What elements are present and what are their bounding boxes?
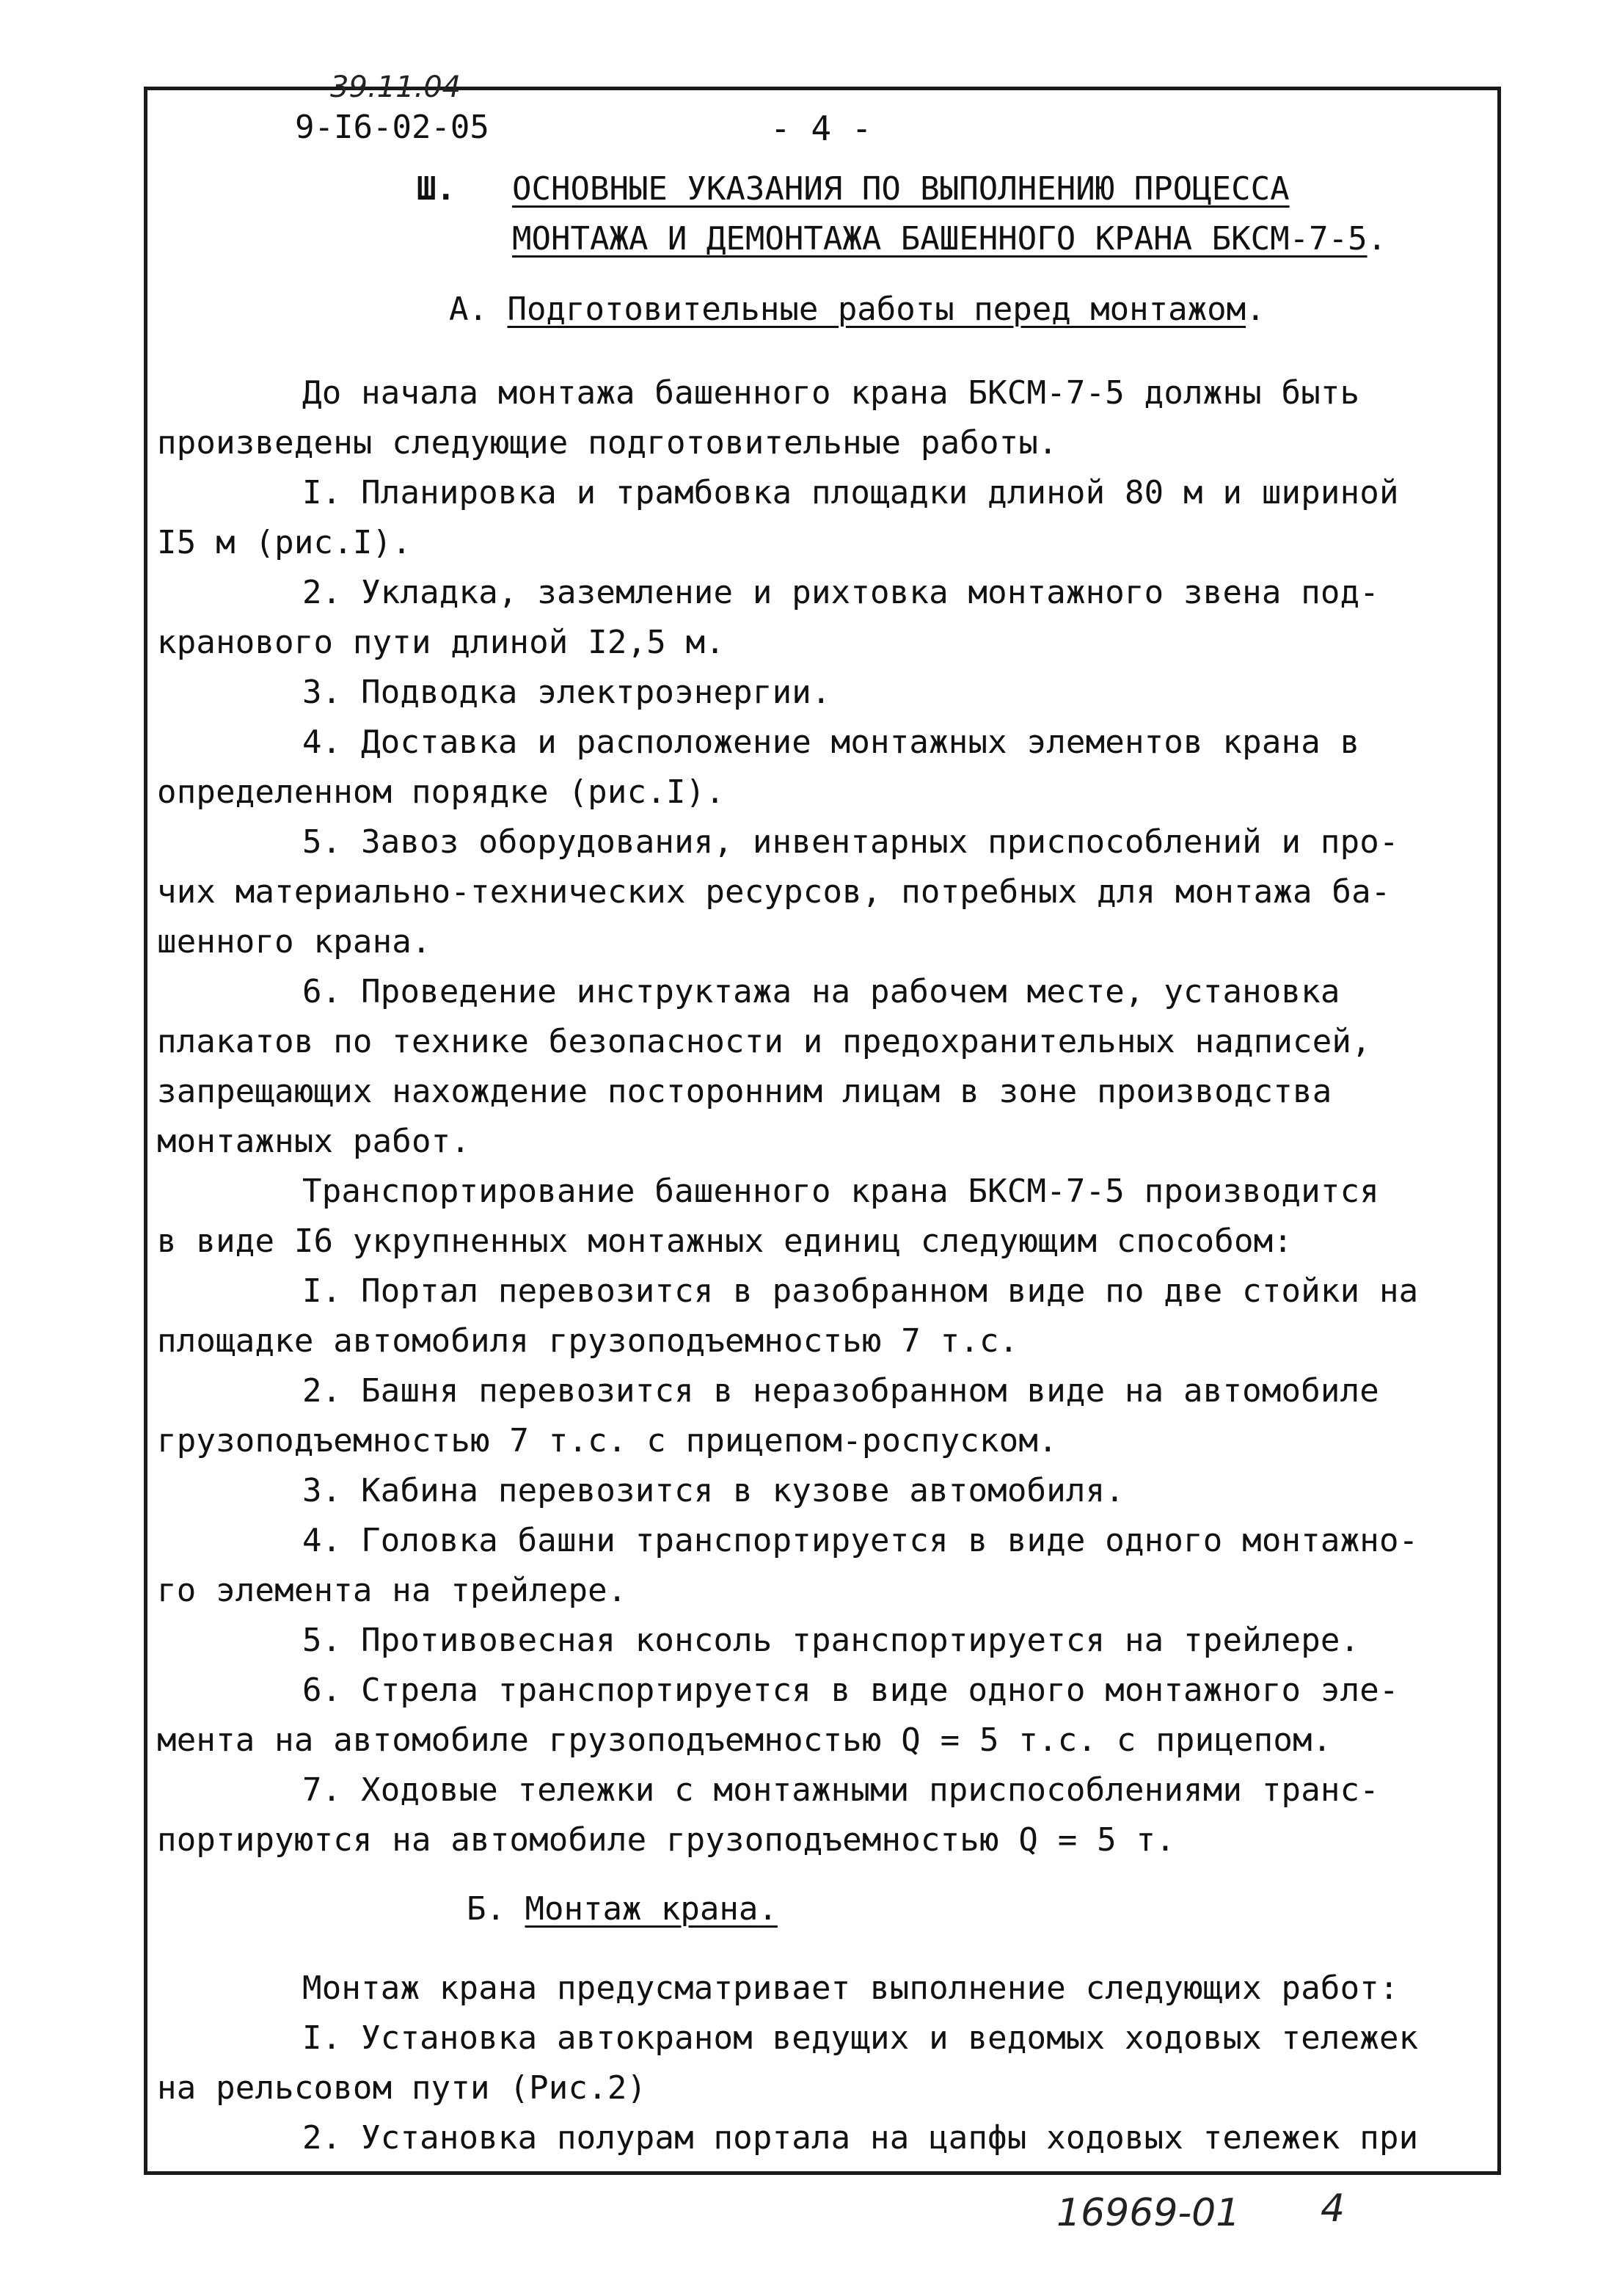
text-line: произведены следующие подготовительные работы. bbox=[157, 424, 1058, 462]
text-line: на рельсовом пути (Рис.2) bbox=[157, 2069, 647, 2107]
text-line: I. Установка автокраном ведущих и ведомых ходовых тележек bbox=[302, 2019, 1419, 2057]
section-number: Ш. bbox=[417, 170, 456, 208]
text-line: 4. Доставка и расположение монтажных элементов крана в bbox=[302, 724, 1360, 761]
text-line: 6. Проведение инструктажа на рабочем месте, установка bbox=[302, 973, 1340, 1010]
text-line: Транспортирование башенного крана БКСМ-7-5 производится bbox=[302, 1173, 1379, 1210]
text-line: в виде I6 укрупненных монтажных единиц следующим способом: bbox=[157, 1222, 1293, 1260]
subsection-b-heading bbox=[467, 1890, 778, 1928]
text-line: 2. Установка полурам портала на цапфы ходовых тележек при bbox=[302, 2119, 1419, 2157]
text-line: чих материально-технических ресурсов, потребных для монтажа ба- bbox=[157, 873, 1391, 911]
text-line: запрещающих нахождение посторонним лицам в зоне производства bbox=[157, 1073, 1332, 1110]
page-number: - 4 - bbox=[770, 109, 872, 148]
text-line: монтажных работ. bbox=[157, 1123, 471, 1160]
text-line: Монтаж крана предусматривает выполнение следующих работ: bbox=[302, 1969, 1399, 2007]
section-title-line-1: ОСНОВНЫЕ УКАЗАНИЯ ПО ВЫПОЛНЕНИЮ ПРОЦЕССА bbox=[512, 170, 1290, 208]
text-line: определенном порядке (рис.I). bbox=[157, 773, 726, 811]
text-line: I. Планировка и трамбовка площадки длиной 80 м и шириной bbox=[302, 474, 1399, 511]
text-line: 4. Головка башни транспортируется в виде одного монтажно- bbox=[302, 1522, 1419, 1559]
text-line: шенного крана. bbox=[157, 923, 431, 961]
subsection-a-heading bbox=[449, 291, 1266, 328]
text-line: 5. Завоз оборудования, инвентарных приспособлений и про- bbox=[302, 823, 1399, 861]
text-line: До начала монтажа башенного крана БКСМ-7-5 должны быть bbox=[302, 374, 1360, 412]
document-code: 9-I6-02-05 bbox=[295, 109, 489, 146]
text-line: мента на автомобиле грузоподъемностью Q = 5 т.с. с прицепом. bbox=[157, 1721, 1332, 1759]
text-line: 5. Противовесная консоль транспортируется на трейлере. bbox=[302, 1622, 1360, 1659]
text-line: го элемента на трейлере. bbox=[157, 1572, 627, 1609]
subsection-b-title: Монтаж крана bbox=[525, 1890, 759, 1928]
subsection-a-letter: А. bbox=[449, 291, 488, 328]
subsection-b-letter: Б. bbox=[467, 1890, 505, 1928]
footer-handwritten-number: 16969-01 bbox=[1056, 2191, 1241, 2235]
text-line: 3. Подводка электроэнергии. bbox=[302, 674, 831, 711]
text-line: плакатов по технике безопасности и предохранительных надписей, bbox=[157, 1023, 1371, 1060]
section-title-period: . bbox=[1367, 220, 1387, 258]
text-line: I5 м (рис.I). bbox=[157, 524, 412, 561]
text-line: площадке автомобиля грузоподъемностью 7 т.с. bbox=[157, 1322, 1019, 1360]
section-title-line-2-wrap bbox=[512, 220, 1387, 258]
text-line: 2. Башня перевозится в неразобранном виде на автомобиле bbox=[302, 1372, 1379, 1410]
text-line: 3. Кабина перевозится в кузове автомобиля. bbox=[302, 1472, 1125, 1509]
subsection-b-period: . bbox=[758, 1890, 778, 1928]
subsection-a-period: . bbox=[1246, 291, 1266, 328]
text-line: 7. Ходовые тележки с монтажными приспособлениями транс- bbox=[302, 1771, 1379, 1809]
footer-handwritten-page: 4 bbox=[1321, 2187, 1345, 2231]
subsection-a-title: Подготовительные работы перед монтажом bbox=[507, 291, 1246, 328]
text-line: I. Портал перевозится в разобранном виде по две стойки на bbox=[302, 1272, 1419, 1310]
section-title-line-2: МОНТАЖА И ДЕМОНТАЖА БАШЕННОГО КРАНА БКСМ-7-5 bbox=[512, 220, 1368, 258]
text-line: грузоподъемностью 7 т.с. с прицепом-роспуском. bbox=[157, 1422, 1058, 1459]
text-line: портируются на автомобиле грузоподъемностью Q = 5 т. bbox=[157, 1821, 1175, 1859]
handwritten-mark: 39.11.04 bbox=[330, 70, 461, 104]
text-line: 6. Стрела транспортируется в виде одного монтажного эле- bbox=[302, 1672, 1399, 1709]
text-line: кранового пути длиной I2,5 м. bbox=[157, 624, 726, 661]
text-line: 2. Укладка, заземление и рихтовка монтажного звена под- bbox=[302, 574, 1379, 611]
